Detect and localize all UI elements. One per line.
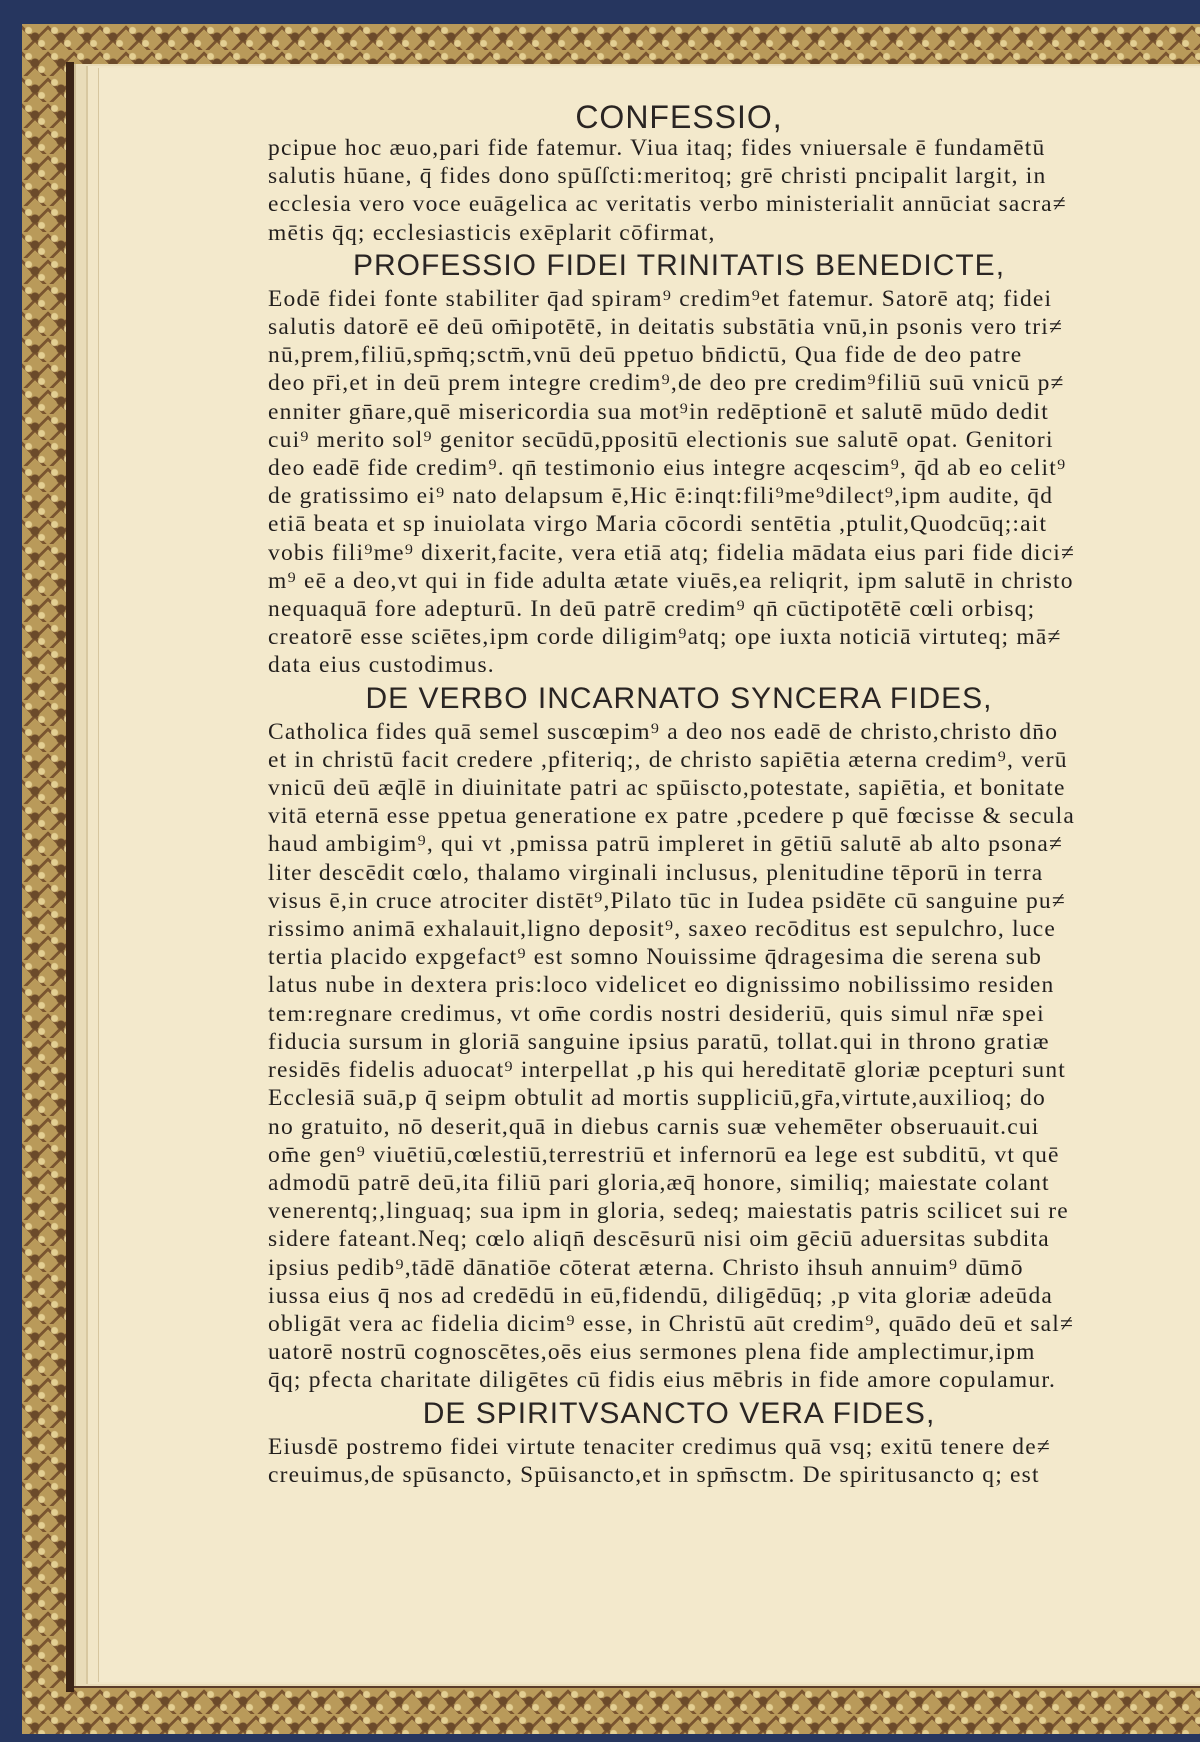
section-heading: DE SPIRITVSANCTO VERA FIDES, — [422, 1396, 936, 1430]
ornamental-border-left — [22, 24, 72, 1734]
paragraph — [268, 1433, 1090, 1489]
text-line: data eius custodimus. — [268, 652, 495, 679]
text-line: mētis q̄q; ecclesiasticis exēplarit cōfirmat, — [268, 219, 716, 246]
text-line: fiducia sursum in gloriā sanguine ipsius paratū, tollat.qui in throno gratiæ — [268, 1028, 1050, 1055]
text-line: nū,prem,filiū,spm̄q;sctm̄,vnū deū ppetuo bn̄dictū, Qua fide de deo patre — [268, 342, 1023, 369]
text-line: nequaquā fore adepturū. In deū patrē credim⁹ qn̄ cūctipotētē cœli orbisq; — [268, 596, 1036, 623]
text-line: tertia placido expgefact⁹ est somno Nouissime q̄dragesima die serena sub — [268, 944, 1043, 971]
text-line: vitā eternā esse ppetua generatione ex patre ,pcedere p quē fœcisse & secula — [268, 803, 1075, 830]
text-line: residēs fidelis aduocat⁹ interpellat ,p his qui hereditatē gloriæ pcepturi sunt — [268, 1057, 1067, 1084]
paragraph — [268, 718, 1090, 1395]
text-line: de gratissimo ei⁹ nato delapsum ē,Hic ē:inqt:fili⁹me⁹dilect⁹,ipm audite, q̄d — [268, 483, 1054, 510]
section-heading: PROFESSIO FIDEI TRINITATIS BENEDICTE, — [352, 248, 1006, 282]
text-line: liter descēdit cœlo, thalamo virginali inclusus, plenitudine tēporū in terra — [268, 859, 1044, 886]
ornamental-border-bottom — [22, 1688, 1200, 1734]
text-line: salutis hūane, q̄ fides dono spūſſcti:meritoq; grē christi pncipalit largit, in — [268, 163, 1047, 190]
text-line: salutis datorē eē deū om̄ipotētē, in deitatis substātia vnū,in psonis vero tri≠ — [268, 314, 1064, 341]
text-line: Eiusdē postremo fidei virtute tenaciter credimus quā vsq; exitū tenere de≠ — [268, 1433, 1051, 1460]
text-line: sidere fateant.Neq; cœlo aliqn̄ descēsurū nisi oim gēciū aduersitas subdita — [268, 1226, 1050, 1253]
text-line: no gratuito, nō deserit,quā in diebus carnis suæ vehemēter obseruauit.cui — [268, 1113, 1040, 1140]
text-line: obligāt vera ac fidelia dicim⁹ esse, in Christū aūt credim⁹, quādo deū et sal≠ — [268, 1310, 1075, 1337]
binding-edge — [66, 62, 74, 1692]
text-line: creatorē esse sciētes,ipm corde diligim⁹atq; ope iuxta noticiā virtuteq; mā≠ — [268, 624, 1062, 651]
ornamental-border-top — [22, 24, 1200, 68]
text-line: venerentq;,linguaq; sua ipm in gloria, sedeq; maiestatis patris scilicet sui re — [268, 1198, 1069, 1225]
text-line: etiā beata et sp inuiolata virgo Maria cōcordi sentētia ,ptulit,Quodcūq;:ait — [268, 511, 1048, 538]
text-line: visus ē,in cruce atrociter distēt⁹,Pilato tūc in Iudea psidēte cū sanguine pu≠ — [268, 887, 1066, 914]
text-line: pcipue hoc æuo,pari fide fatemur. Viua itaq; fides vniuersale ē fundamētū — [268, 135, 1046, 161]
text-line: ipsius pedib⁹,tādē dānatiōe cōterat æterna. Christo ihsuh annuim⁹ dūmō — [268, 1254, 1024, 1281]
text-line: tem:regnare credimus, vt om̄e cordis nostri desideriū, quis simul nr̄æ spei — [268, 1000, 1045, 1027]
text-line: Ecclesiā suā,p q̄ seipm obtulit ad mortis suppliciū,gr̄a,virtute,auxilioq; do — [268, 1085, 1046, 1112]
section-heading: DE VERBO INCARNATO SYNCERA FIDES, — [365, 681, 993, 715]
text-line: admodū patrē deū,ita filiū pari gloria,æq̄ honore, similiq; maiestate colant — [268, 1169, 1050, 1196]
text-line: haud ambigim⁹, qui vt ,pmissa patrū impleret in gētiū salutē ab alto psona≠ — [268, 831, 1064, 858]
text-line: rissimo animā exhalauit,ligno deposit⁹, saxeo recōditus est sepulchro, luce — [268, 916, 1057, 943]
text-line: Eodē fidei fonte stabiliter q̄ad spiram⁹ credim⁹et fatemur. Satorē atq; fidei — [268, 285, 1053, 312]
text-line: uatorē nostrū cognoscētes,oēs eius sermones plena fide amplectimur,ipm — [268, 1339, 1036, 1366]
paragraph — [268, 134, 1090, 247]
text-line: enniter gn̄are,quē misericordia sua mot⁹in redēptionē et salutē mūdo dedit — [268, 398, 1049, 425]
text-line: Catholica fides quā semel suscœpim⁹ a deo nos eadē de christo,christo dn̄o — [268, 718, 1059, 745]
text-line: creuimus,de spūsancto, Spūisancto,et in spm̄sctm. De spiritusancto q; est — [268, 1461, 1040, 1488]
text-line: cui⁹ merito sol⁹ genitor secūdū,ppositū electionis sue salutē opat. Genitori — [268, 426, 1054, 453]
text-line: m⁹ eē a deo,vt qui in fide adulta ætate viuēs,ea reliqrit, ipm salutē in christo — [268, 567, 1074, 594]
page-text-block — [268, 96, 1090, 1489]
running-head: CONFESSIO, — [575, 99, 783, 135]
text-line: latus nube in dextera pris:loco videlicet eo dignissimo nobilissimo residen — [268, 972, 1055, 999]
text-line: q̄q; pfecta charitate diligētes cū fidis eius mēbris in fide amore copulamur. — [268, 1367, 1057, 1394]
text-blocks — [268, 134, 1090, 1489]
text-line: om̄e gen⁹ viuētiū,cœlestiū,terrestriū et infernorū ea lege est subditū, vt quē — [268, 1141, 1060, 1168]
text-line: deo eadē fide credim⁹. qn̄ testimonio eius integre acqescim⁹, q̄d ab eo celit⁹ — [268, 455, 1067, 482]
text-line: deo pr̄i,et in deū prem integre credim⁹,de deo pre credim⁹filiū suū vnicū p≠ — [268, 370, 1065, 397]
text-line: iussa eius q̄ nos ad credēdū in eū,fidendū, diligēdūq; ,p vita gloriæ adeūda — [268, 1282, 1054, 1309]
text-line: vnicū deū æq̄lē in diuinitate patri ac spūiscto,potestate, sapiētia, et bonitate — [268, 775, 1066, 802]
paragraph — [268, 285, 1090, 680]
text-line: et in christū facit credere ,pfiteriq;, de christo sapiētia æterna credim⁹, verū — [268, 746, 1068, 773]
text-line: ecclesia vero voce euāgelica ac veritatis verbo ministerialit annūciat sacra≠ — [268, 191, 1067, 218]
text-line: vobis fili⁹me⁹ dixerit,facite, vera etiā atq; fidelia mādata eius pari fide dici≠ — [268, 539, 1076, 566]
